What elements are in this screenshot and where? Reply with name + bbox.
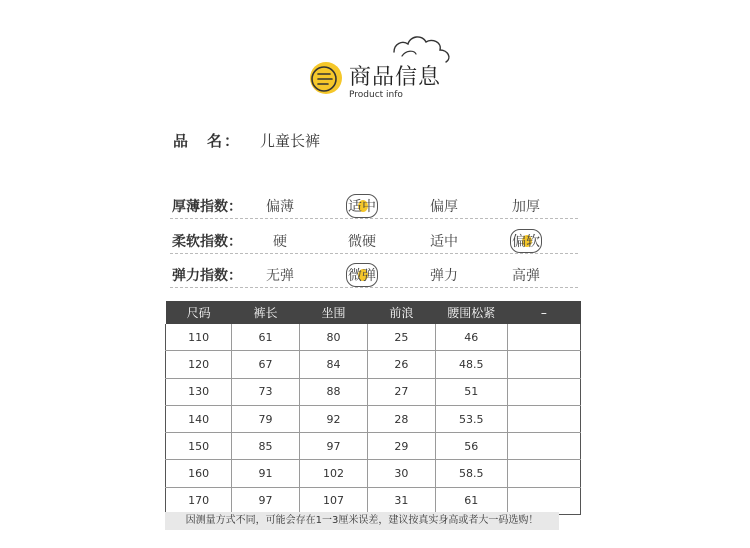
index-label: 厚薄指数： — [172, 199, 242, 215]
index-option: 硬 — [273, 234, 287, 250]
table-cell: 97 — [299, 433, 367, 460]
table-cell: 150 — [166, 433, 232, 460]
divider — [170, 287, 578, 288]
index-option: 高弹 — [512, 268, 540, 284]
table-cell: 102 — [299, 460, 367, 487]
table-cell: 130 — [166, 378, 232, 405]
index-label: 弹力指数： — [172, 268, 242, 284]
table-cell: 92 — [299, 405, 367, 432]
index-option-selected: 偏软 — [496, 231, 556, 251]
table-row — [166, 351, 581, 378]
size-table — [165, 301, 581, 515]
index-row — [172, 196, 578, 218]
size-table-header — [166, 301, 581, 324]
divider — [170, 218, 578, 219]
table-cell: 79 — [232, 405, 300, 432]
table-cell: 27 — [367, 378, 435, 405]
column-header: 腰围松紧 — [435, 301, 507, 324]
table-row — [166, 487, 581, 514]
table-cell: 56 — [435, 433, 507, 460]
table-cell — [507, 460, 580, 487]
table-row — [166, 433, 581, 460]
table-cell: 160 — [166, 460, 232, 487]
table-cell: 140 — [166, 405, 232, 432]
table-cell: 25 — [367, 324, 435, 351]
table-cell — [507, 405, 580, 432]
table-cell: 170 — [166, 487, 232, 514]
table-cell: 61 — [435, 487, 507, 514]
table-cell: 53.5 — [435, 405, 507, 432]
table-row — [166, 405, 581, 432]
table-cell: 46 — [435, 324, 507, 351]
table-row — [166, 324, 581, 351]
table-cell: 107 — [299, 487, 367, 514]
index-option: 加厚 — [512, 199, 540, 215]
index-label: 柔软指数： — [172, 234, 242, 250]
table-cell: 26 — [367, 351, 435, 378]
table-cell — [507, 351, 580, 378]
index-option: 无弹 — [266, 268, 294, 284]
table-cell: 91 — [232, 460, 300, 487]
column-header: 坐围 — [299, 301, 367, 324]
table-cell: 29 — [367, 433, 435, 460]
product-name-value: 儿童长裤 — [260, 132, 321, 150]
column-header: 裤长 — [232, 301, 300, 324]
index-option: 偏厚 — [430, 199, 458, 215]
index-option: 适中 — [430, 234, 458, 250]
table-cell — [507, 378, 580, 405]
table-row — [166, 378, 581, 405]
index-option: 偏薄 — [266, 199, 294, 215]
index-row — [172, 265, 578, 287]
table-cell: 97 — [232, 487, 300, 514]
table-cell — [507, 324, 580, 351]
index-row — [172, 231, 578, 253]
table-cell: 85 — [232, 433, 300, 460]
section-header — [306, 34, 476, 106]
size-table-body — [166, 324, 581, 515]
table-cell: 31 — [367, 487, 435, 514]
table-cell — [507, 433, 580, 460]
table-row — [166, 460, 581, 487]
divider — [170, 253, 578, 254]
table-cell: 110 — [166, 324, 232, 351]
table-cell: 88 — [299, 378, 367, 405]
section-subtitle: Product info — [349, 90, 403, 100]
table-cell: 73 — [232, 378, 300, 405]
table-cell: 58.5 — [435, 460, 507, 487]
table-cell: 84 — [299, 351, 367, 378]
table-cell: 51 — [435, 378, 507, 405]
table-cell: 48.5 — [435, 351, 507, 378]
product-name-label: 品 名： — [173, 132, 242, 150]
index-option-selected: 适中 — [332, 196, 392, 216]
table-cell: 30 — [367, 460, 435, 487]
index-option: 微硬 — [348, 234, 376, 250]
table-cell — [507, 487, 580, 514]
table-cell: 67 — [232, 351, 300, 378]
section-title: 商品信息 — [349, 65, 442, 90]
table-cell: 120 — [166, 351, 232, 378]
index-option: 弹力 — [430, 268, 458, 284]
table-cell: 61 — [232, 324, 300, 351]
measurement-note: 因测量方式不同，可能会存在1一3厘米误差，建议按真实身高或者大一码选购！ — [165, 512, 559, 530]
column-header: 前浪 — [367, 301, 435, 324]
table-cell: 28 — [367, 405, 435, 432]
column-header: – — [507, 301, 580, 324]
column-header: 尺码 — [166, 301, 232, 324]
table-cell: 80 — [299, 324, 367, 351]
index-option-selected: 微弹 — [332, 265, 392, 285]
